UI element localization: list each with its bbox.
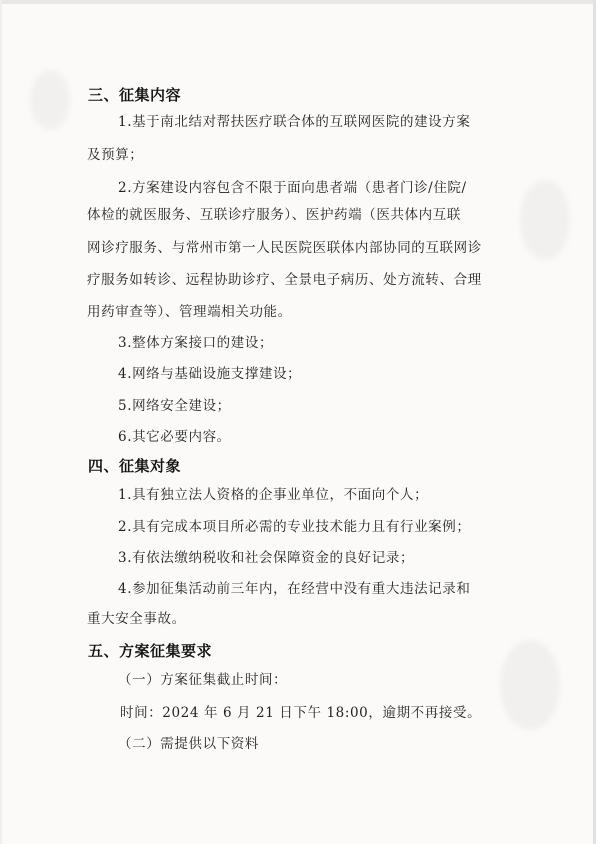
content-item-2-line-3: 网诊疗服务、与常州市第一人民医院医联体内部协同的互联网诊	[87, 240, 482, 256]
requirement-sub-2: （二）需提供以下资料	[118, 736, 259, 752]
content-item-5: 5.网络安全建设；	[118, 398, 231, 414]
target-item-3: 3.有依法缴纳税收和社会保障资金的良好记录；	[118, 550, 415, 566]
scan-border-left	[0, 0, 2, 844]
section-heading-requirements: 五、方案征集要求	[88, 642, 213, 660]
content-item-1-line-2: 及预算；	[87, 147, 144, 163]
scan-smudge	[500, 640, 560, 730]
content-item-2-line-2: 体检的就医服务、互联诊疗服务）、医护药端（医共体内互联	[87, 207, 461, 223]
target-item-2: 2.具有完成本项目所必需的专业技术能力且有行业案例；	[118, 519, 471, 535]
requirement-deadline: 时间：2024 年 6 月 21 日下午 18:00，逾期不再接受。	[120, 705, 482, 721]
section-heading-content: 三、征集内容	[88, 86, 182, 104]
content-item-2-line-4: 疗服务如转诊、远程协助诊疗、全景电子病历、处方流转、合理	[87, 272, 482, 288]
scan-smudge	[30, 70, 70, 130]
scan-smudge	[520, 180, 570, 260]
content-item-3: 3.整体方案接口的建设；	[118, 335, 274, 351]
requirement-sub-1: （一）方案征集截止时间：	[118, 672, 288, 688]
target-item-1: 1.具有独立法人资格的企事业单位，不面向个人；	[118, 487, 429, 503]
scan-border-top	[0, 0, 596, 4]
content-item-1-line-1: 1.基于南北结对帮扶医疗联合体的互联网医院的建设方案	[118, 114, 471, 130]
content-item-6: 6.其它必要内容。	[118, 429, 231, 445]
section-heading-target: 四、征集对象	[88, 457, 182, 475]
content-item-2-line-5: 用药审查等）、管理端相关功能。	[87, 304, 292, 320]
content-item-2-line-1: 2.方案建设内容包含不限于面向患者端（患者门诊/住院/	[118, 180, 467, 196]
target-item-4-line-2: 重大安全事故。	[87, 611, 186, 627]
target-item-4-line-1: 4.参加征集活动前三年内，在经营中没有重大违法记录和	[118, 581, 471, 597]
content-item-4: 4.网络与基础设施支撑建设；	[118, 366, 302, 382]
